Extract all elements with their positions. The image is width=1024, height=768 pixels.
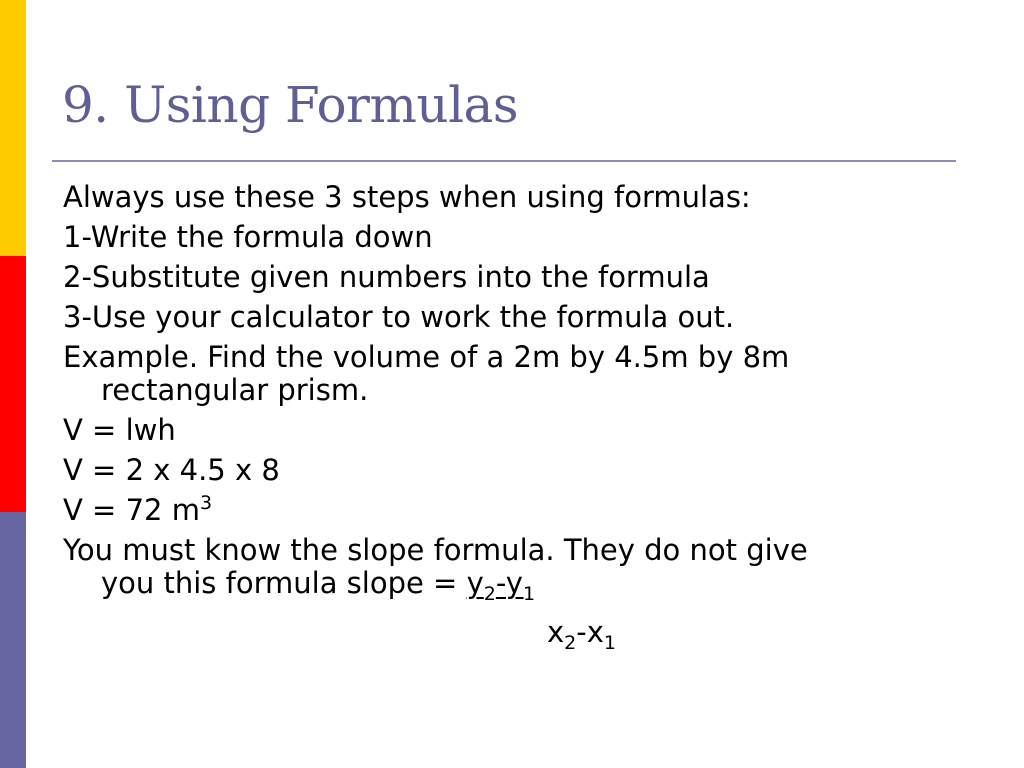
intro-line: Always use these 3 steps when using formulas: xyxy=(63,180,751,214)
slope-paragraph xyxy=(63,533,963,605)
volume-result-text: V = 72 m xyxy=(63,493,200,527)
cubic-exponent: 3 xyxy=(199,492,213,514)
step-2-line: 2-Substitute given numbers into the formula xyxy=(63,260,710,294)
numerator-subscript-a: 2 xyxy=(483,583,496,605)
slide-title: 9. Using Formulas xyxy=(62,76,519,134)
numerator-y-a: y xyxy=(466,566,484,600)
volume-formula-line: V = lwh xyxy=(63,413,176,447)
step-1-line: 1-Write the formula down xyxy=(63,220,433,254)
denominator-separator: -x xyxy=(576,615,604,649)
denominator-subscript-b: 1 xyxy=(603,632,616,654)
example-paragraph xyxy=(63,341,963,407)
step-3-line: 3-Use your calculator to work the formula out. xyxy=(63,300,735,334)
numerator-subscript-b: 1 xyxy=(522,583,536,605)
example-line-2: rectangular prism. xyxy=(101,373,369,407)
slide-body xyxy=(63,181,963,607)
volume-substitution-line: V = 2 x 4.5 x 8 xyxy=(63,453,280,487)
accent-stripe-red xyxy=(0,256,26,512)
accent-stripe-blue xyxy=(0,512,26,768)
denominator-x-a: x xyxy=(547,615,565,649)
volume-result-line xyxy=(63,494,963,527)
example-line-1: Example. Find the volume of a 2m by 4.5m by 8m xyxy=(63,340,790,374)
numerator-separator: -y xyxy=(495,566,523,600)
slope-line-1: You must know the slope formula. They do not give xyxy=(63,533,808,567)
accent-stripe-yellow xyxy=(0,0,26,256)
slope-line-2-prefix: you this formula slope = xyxy=(101,566,467,600)
denominator-subscript-a: 2 xyxy=(564,632,577,654)
slope-denominator xyxy=(547,615,616,654)
title-underline-rule xyxy=(52,160,956,162)
slope-numerator xyxy=(466,566,536,605)
